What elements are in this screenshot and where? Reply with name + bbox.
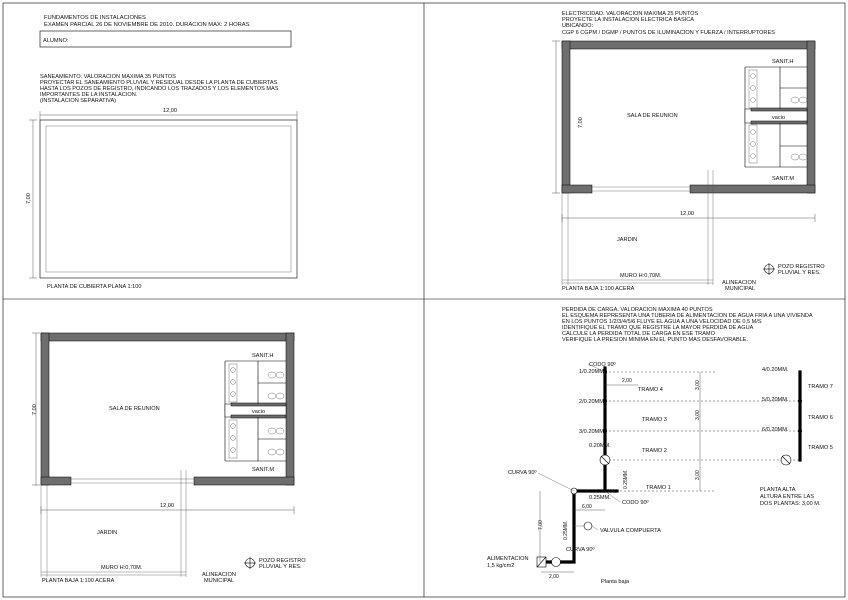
q3-basin-icon [231,368,236,373]
q1-task-line4: IMPORTANTES DE LA INSTALACION. [40,92,138,98]
q1-caption: PLANTA DE CUBIERTA PLANA 1:100 [47,284,142,290]
q4-tramo1: TRAMO 1 [646,485,671,491]
q3-wall-bottom-right [194,477,294,485]
q2-room-label: SALA DE REUNION [627,113,678,119]
q2-wall-top [562,41,815,49]
q4-tramo3: TRAMO 3 [642,417,667,423]
q4-curve-bottom-marker [552,558,561,567]
q2-basin-icon [751,130,756,135]
q4-dim-200-bottom: 2,00 [549,574,559,580]
q3-wall-right [286,333,294,485]
q4-p6-label: 6/0.20MM. [762,427,789,433]
q3-basin-icon [231,392,236,397]
q3-caption: PLANTA BAJA 1:100 ACERA [42,578,115,584]
alumno-label: ALUMNO: [43,38,69,44]
q4-p5-label: 5/0.20MM. [762,397,789,403]
q2-height-dimension-label: 7,00 [578,117,584,128]
q3-sanit-h-label: SANIT.H [252,353,274,359]
q3-basin-icon [231,380,236,385]
q4-tramo2: TRAMO 2 [642,448,667,454]
q4-pipe-025-c: 0.25MM. [563,520,569,540]
q4-task-line6: VERIFIQUE LA PRESION MINIMA EN EL PUNTO MAS DESFAVORABLE. [562,337,749,343]
q4-upper-line2: ALTURA ENTRE LAS [760,494,814,500]
q3-ground-plan-section [32,333,306,584]
q4-task-line2: EL ESQUEMA REPRESENTA UNA TUBERIA DE ALIMENTACION DE AGUA FRIA A UNA VIVIENDA [562,313,813,319]
q2-width-dimension-label: 12,00 [680,211,694,217]
q2-wall-left [562,41,570,193]
q4-task-line4: IDENTIFIQUE EL TRAMO QUE REGISTRE LA MAYOR PERDIDA DE AGUA [562,325,754,331]
q2-electrical-plan-section [552,11,825,292]
q2-garden-label: JARDIN [617,237,638,243]
q4-small-020: 0.20MM. [589,443,611,449]
q4-feed-line1: ALIMENTACION [487,556,529,562]
q4-caption: Planta baja [601,579,629,585]
q2-basin-icon [751,74,756,79]
alumno-field[interactable] [40,31,291,47]
q3-basin-icon [231,436,236,441]
q2-toilet-icon [799,97,807,103]
q4-dim-600: 6,00 [582,504,592,510]
q3-width-dimension-label: 12,00 [160,503,174,509]
q2-task-line4: CGP 6 CGPM / DGMP / PUNTOS DE ILUMINACION Y FUERZA / INTERRUPTORES [562,30,775,36]
q4-level-dim-c: 3,00 [695,470,701,480]
q3-toilet-icon [268,449,276,455]
q4-feed-line2: 1,5 kg/cm2 [487,563,515,569]
q1-header-line2: EXAMEN PARCIAL 26 DE NOVIEMBRE DE 2010. DURACION MAX: 2 HORAS [44,22,250,28]
q4-valve-label: VALVULA COMPUERTA [600,528,661,534]
q3-basin-icon [231,424,236,429]
q2-toilet-icon [791,97,799,103]
q2-basin-icon [751,142,756,147]
q1-header-line1: FUNDAMENTOS DE INSTALACIONES [44,15,146,21]
q4-p4-label: 4/0.20MM. [762,367,789,373]
q2-task-line3: UBICANDO: [562,23,594,29]
q4-valve-icon [584,522,592,530]
q3-toilet-icon [276,428,284,434]
q2-toilet-icon [799,154,807,160]
q2-basin-icon [751,98,756,103]
q2-well-line1: POZO REGISTRO [778,264,825,270]
q2-task-line1: ELECTRICIDAD. VALORACION MAXIMA 25 PUNTOS [562,11,699,17]
q2-task-line2: PROYECTE LA INSTALACION ELECTRICA BASICA [562,17,695,23]
q2-toilet-icon [791,154,799,160]
q2-caption: PLANTA BAJA 1:100 ACERA [562,286,635,292]
q3-basin-icon [231,448,236,453]
q4-task-line5: CALCULE LA PERDIDA TOTAL DE CARGA EN ESE TRAMO [562,331,715,337]
q4-codo-bottom: CODO 90º [622,500,649,506]
q1-task-line5: (INSTALACION SEPARATIVA) [40,98,117,104]
q3-alignment-line2: MUNICIPAL [204,578,235,584]
q4-task-line3: EN LOS PUNTOS 1/2/3/4/5/6 FLUYE EL AGUA A UNA VELOCIDAD DE 0,5 M/S [562,319,762,325]
q4-tramo6: TRAMO 6 [808,415,833,421]
q4-p1-label: 1/0.20MM. [579,369,606,375]
q4-dim-200-top: 2,00 [622,378,632,384]
q4-curva-bottom: CURVA 90º [566,547,595,553]
q3-vacio-label: vacio [252,409,266,415]
q4-task-line1: PERDIDA DE CARGA. VALORACION MAXIMA 40 PUNTOS [562,307,713,313]
q3-alignment-line1: ALINEACION [202,572,236,578]
q2-vacio-label: vacio [772,115,786,121]
q1-task-line3: HASTA LOS POZOS DE REGISTRO, INDICANDO LOS TRAZADOS Y LOS ELEMENTOS MAS [40,86,279,92]
q3-toilet-icon [276,372,284,378]
q3-wall-top [41,333,294,341]
q4-dim-700: 7,00 [538,520,544,530]
q4-tramo4: TRAMO 4 [638,387,663,393]
q4-pipe-025-a: 0.25MM. [623,469,629,489]
q1-width-dimension-label: 12,00 [163,108,177,114]
q3-toilet-icon [268,428,276,434]
q2-sanit-m-label: SANIT.M [772,176,795,182]
q3-well-line2: PLUVIAL Y RES. [259,564,302,570]
q2-wall-bottom-right [690,185,815,193]
q3-well-line1: POZO REGISTRO [259,558,306,564]
q3-room-label: SALA DE REUNION [109,406,160,412]
q4-curva-top: CURVA 90º [508,470,537,476]
q2-alignment-line1: ALINEACION [722,280,756,286]
q2-wall-right [807,41,815,193]
q4-p2-label: 2/0.20MM. [579,399,606,405]
roof-outline-inner [46,126,291,272]
q1-roof-plan-section [26,15,297,290]
q3-wall-left [41,333,49,485]
q4-tramo5: TRAMO 5 [808,445,833,451]
q4-codo-top: CODO 90º [589,362,616,368]
q3-toilet-icon [268,372,276,378]
q3-wall-note: MURO H:0,70M. [101,565,143,571]
q4-pipe-scheme-section [487,307,833,585]
q3-toilet-icon [268,393,276,399]
q4-upper-line3: DOS PLANTAS: 3,00 M. [760,501,821,507]
roof-outline-outer [40,120,297,278]
q3-height-dimension-label: 7,00 [32,404,38,415]
q2-alignment-line2: MUNICIPAL [725,286,756,292]
q1-task-line2: PROYECTAR EL SANEAMIENTO PLUVIAL Y RESIDUAL DESDE LA PLANTA DE CUBIERTAS [40,80,278,86]
q3-toilet-icon [276,393,284,399]
q2-well-line2: PLUVIAL Y RES. [778,270,821,276]
q1-height-dimension-label: 7,00 [26,193,32,204]
q4-upper-line1: PLANTA ALTA [760,487,796,493]
q2-basin-icon [751,86,756,91]
q2-sanit-h-label: SANIT.H [772,59,794,65]
q3-toilet-icon [276,449,284,455]
q2-wall-note: MURO H:0,70M. [620,273,662,279]
q4-p3-label: 3/0.20MM. [579,429,606,435]
q1-task-line1: SANEAMIENTO. VALORACION MAXIMA 35 PUNTOS [40,74,176,80]
q4-level-dim-a: 3,00 [695,380,701,390]
q4-pipe-025-b: 0.25MM. [589,495,611,501]
q4-level-dim-b: 3,00 [695,410,701,420]
q3-wall-bottom-left [41,477,71,485]
q4-tramo7: TRAMO 7 [808,384,833,390]
q2-basin-icon [751,154,756,159]
q3-sanit-m-label: SANIT.M [252,467,275,473]
q2-wall-bottom-left [562,185,592,193]
q3-garden-label: JARDIN [97,530,118,536]
